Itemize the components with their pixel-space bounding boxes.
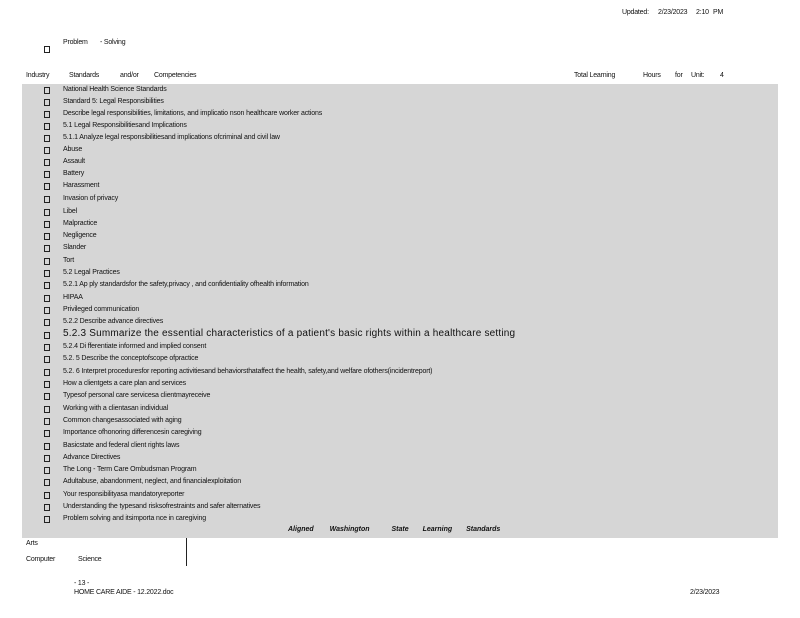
aligned-word: Aligned [288,526,314,533]
bullet-icon [44,147,50,154]
bullet-icon [44,430,50,437]
bullet-icon [44,319,50,326]
bullet-icon [44,516,50,523]
bullet-icon [44,245,50,252]
bullet-icon [44,467,50,474]
updated-date: 2/23/2023 [658,9,688,16]
bullet-icon [44,393,50,400]
column-divider [186,538,187,566]
bullet-icon [44,258,50,265]
col-hours: Hours [643,72,661,79]
bullet-icon [44,344,50,351]
label-arts: Arts [26,540,38,547]
bullet-icon [44,356,50,363]
updated-ampm: PM [713,9,724,16]
bullet-icon [44,111,50,118]
updated-label: Updated: [622,9,649,16]
col-standards: Standards [69,72,100,79]
bullet-icon [44,332,50,339]
bullet-icon [44,295,50,302]
col-for: for [675,72,683,79]
bullet-icon [44,233,50,240]
bullet-icon [44,123,50,130]
col-unit: Unit: [691,72,705,79]
bullet-icon [44,369,50,376]
col-unit-value: 4 [720,72,724,79]
aligned-word: Washington [329,526,370,533]
bullet-icon [44,135,50,142]
bullet-icon [44,221,50,228]
bullet-icon [44,183,50,190]
section-title-part1: Problem [63,39,88,46]
bullet-icon [44,479,50,486]
aligned-standards-heading [288,526,500,533]
bullet-icon [44,443,50,450]
label-computer: Computer [26,556,56,563]
bullet-icon [44,307,50,314]
updated-time: 2:10 [696,9,709,16]
section-title-part2: - Solving [100,39,126,46]
col-competencies: Competencies [154,72,197,79]
bullet-icon [44,282,50,289]
bullet-icon [44,99,50,106]
bullet-icon [44,492,50,499]
bullet-icon [44,159,50,166]
bullet-icon [44,196,50,203]
col-industry: Industry [26,72,50,79]
bullet-icon [44,270,50,277]
page-number: - 13 - [74,580,90,587]
aligned-word: State [391,526,409,533]
bullet-icon [44,418,50,425]
section-bullet [44,40,50,58]
bullet-icon [44,381,50,388]
bullet-icon [44,455,50,462]
bullet-icon [44,87,50,94]
document-name: HOME CARE AIDE - 12.2022.doc [74,589,174,596]
footer-date: 2/23/2023 [690,589,720,596]
bullet-icon [44,504,50,511]
bullet-icon [44,171,50,178]
label-science: Science [78,556,102,563]
aligned-word: Standards [466,526,501,533]
aligned-word: Learning [422,526,453,533]
bullet-icon [44,406,50,413]
col-andor: and/or [120,72,139,79]
bullet-icon [44,209,50,216]
col-total-learning: Total Learning [574,72,616,79]
